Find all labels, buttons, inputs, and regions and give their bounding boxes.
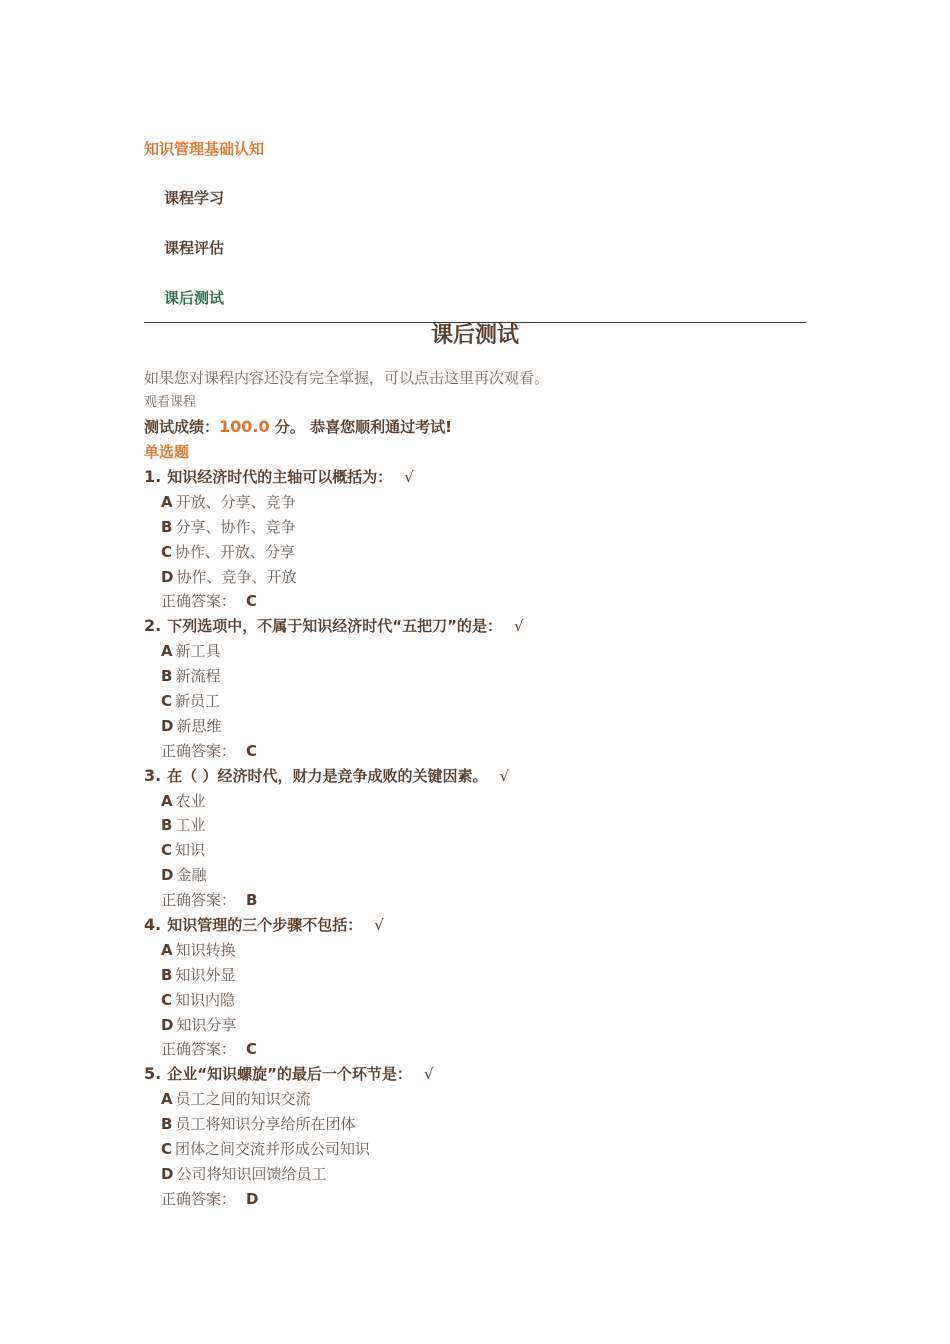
option-letter: D bbox=[161, 1164, 174, 1183]
nav-item-course-evaluation[interactable]: 课程评估 bbox=[164, 239, 225, 257]
option-letter: C bbox=[161, 542, 173, 561]
option-letter: B bbox=[161, 517, 173, 536]
option-text: 知识内隐 bbox=[175, 990, 236, 1009]
option-item[interactable] bbox=[144, 1137, 824, 1162]
question-title bbox=[144, 764, 824, 789]
answer-value: C bbox=[246, 1040, 258, 1059]
option-letter: C bbox=[161, 1140, 173, 1159]
option-letter: B bbox=[161, 1115, 173, 1134]
test-score bbox=[144, 414, 824, 440]
option-text: 新员工 bbox=[175, 692, 221, 711]
course-title[interactable]: 知识管理基础认知 bbox=[144, 140, 265, 158]
correct-answer bbox=[144, 589, 824, 614]
option-item[interactable] bbox=[144, 988, 824, 1013]
option-letter: B bbox=[161, 965, 173, 984]
question-text: 下列选项中，不属于知识经济时代“五把刀”的是： bbox=[167, 617, 502, 636]
option-letter: D bbox=[161, 567, 174, 586]
option-letter: C bbox=[161, 841, 173, 860]
option-item[interactable] bbox=[144, 639, 824, 664]
check-icon: √ bbox=[423, 1065, 434, 1084]
option-item[interactable] bbox=[144, 664, 824, 689]
option-text: 协作、竞争、开放 bbox=[176, 567, 297, 586]
option-letter: D bbox=[161, 866, 174, 885]
question-number: 5. bbox=[144, 1064, 162, 1084]
question-text: 知识经济时代的主轴可以概括为： bbox=[167, 468, 393, 486]
option-text: 知识分享 bbox=[176, 1015, 237, 1034]
answer-value: C bbox=[246, 741, 258, 760]
option-text: 知识外显 bbox=[175, 965, 236, 984]
option-letter: A bbox=[161, 1090, 173, 1109]
question-number: 3. bbox=[144, 765, 162, 785]
correct-answer bbox=[144, 888, 824, 913]
question-title bbox=[144, 1062, 824, 1087]
check-icon: √ bbox=[404, 468, 414, 486]
option-letter: C bbox=[161, 990, 173, 1009]
option-item[interactable] bbox=[144, 540, 824, 565]
correct-answer bbox=[144, 1037, 824, 1062]
option-item[interactable] bbox=[144, 565, 824, 590]
score-value: 100.0 bbox=[219, 417, 270, 436]
option-item[interactable] bbox=[144, 789, 824, 814]
question-number: 2. bbox=[144, 616, 162, 636]
option-item[interactable] bbox=[144, 813, 824, 838]
option-text: 农业 bbox=[175, 791, 206, 810]
question-text: 知识管理的三个步骤不包括： bbox=[167, 916, 363, 935]
section-title: 单选题 bbox=[144, 443, 190, 461]
option-letter: B bbox=[161, 816, 173, 835]
question-text: 在（ ）经济时代，财力是竞争成败的关键因素。 bbox=[167, 766, 488, 785]
nav-item-course-study[interactable]: 课程学习 bbox=[164, 189, 225, 207]
option-item[interactable] bbox=[144, 1162, 824, 1187]
option-item[interactable] bbox=[144, 689, 824, 714]
option-letter: C bbox=[161, 692, 173, 711]
option-text: 新思维 bbox=[176, 716, 222, 735]
question-title bbox=[144, 465, 824, 490]
question-number: 4. bbox=[144, 915, 162, 935]
option-text: 团体之间交流并形成公司知识 bbox=[175, 1140, 371, 1159]
option-text: 新工具 bbox=[175, 642, 221, 661]
option-letter: A bbox=[161, 940, 173, 959]
option-letter: B bbox=[161, 667, 173, 686]
option-text: 金融 bbox=[176, 866, 207, 885]
option-letter: A bbox=[161, 642, 173, 661]
answer-value: C bbox=[246, 592, 258, 611]
option-item[interactable] bbox=[144, 490, 824, 515]
test-content bbox=[144, 366, 824, 1212]
answer-label: 正确答案： bbox=[161, 741, 237, 760]
option-text: 知识转换 bbox=[175, 940, 236, 959]
option-text: 知识 bbox=[175, 841, 206, 860]
nav-item-post-test[interactable]: 课后测试 bbox=[164, 289, 225, 307]
option-text: 新流程 bbox=[175, 667, 221, 686]
option-text: 协作、开放、分享 bbox=[175, 542, 296, 561]
check-icon: √ bbox=[374, 916, 384, 935]
option-item[interactable] bbox=[144, 1112, 824, 1137]
option-text: 分享、协作、竞争 bbox=[175, 517, 296, 536]
answer-value: D bbox=[246, 1189, 259, 1208]
option-letter: D bbox=[161, 1015, 174, 1034]
option-item[interactable] bbox=[144, 515, 824, 540]
question-title bbox=[144, 913, 824, 938]
page-title: 课后测试 bbox=[430, 323, 519, 348]
option-letter: A bbox=[161, 791, 173, 810]
option-item[interactable] bbox=[144, 1013, 824, 1038]
option-text: 公司将知识回馈给员工 bbox=[176, 1164, 327, 1183]
option-item[interactable] bbox=[144, 714, 824, 739]
score-label: 测试成绩： bbox=[144, 418, 220, 436]
option-text: 员工之间的知识交流 bbox=[175, 1090, 311, 1109]
score-suffix: 分。 恭喜您顺利通过考试! bbox=[274, 418, 452, 436]
review-notice[interactable]: 如果您对课程内容还没有完全掌握，可以点击这里再次观看。 bbox=[144, 369, 550, 387]
option-text: 开放、分享、竞争 bbox=[175, 492, 296, 511]
answer-label: 正确答案： bbox=[161, 1189, 237, 1208]
correct-answer bbox=[144, 1187, 824, 1212]
check-icon: √ bbox=[513, 617, 524, 636]
question-title bbox=[144, 614, 824, 639]
question-number: 1. bbox=[144, 467, 162, 486]
check-icon: √ bbox=[499, 766, 510, 785]
question-list bbox=[144, 465, 824, 1212]
answer-label: 正确答案： bbox=[161, 592, 237, 611]
question-text: 企业“知识螺旋”的最后一个环节是： bbox=[167, 1065, 412, 1084]
option-letter: A bbox=[161, 492, 173, 511]
answer-label: 正确答案： bbox=[161, 1040, 237, 1059]
answer-value: B bbox=[246, 891, 258, 910]
option-item[interactable] bbox=[144, 938, 824, 963]
watch-course-link[interactable]: 观看课程 bbox=[144, 395, 197, 410]
option-item[interactable] bbox=[144, 863, 824, 888]
option-item[interactable] bbox=[144, 963, 824, 988]
option-text: 员工将知识分享给所在团体 bbox=[175, 1115, 356, 1134]
option-text: 工业 bbox=[175, 816, 206, 835]
option-item[interactable] bbox=[144, 838, 824, 863]
correct-answer bbox=[144, 739, 824, 764]
option-letter: D bbox=[161, 716, 174, 735]
option-item[interactable] bbox=[144, 1087, 824, 1112]
answer-label: 正确答案： bbox=[161, 891, 237, 910]
